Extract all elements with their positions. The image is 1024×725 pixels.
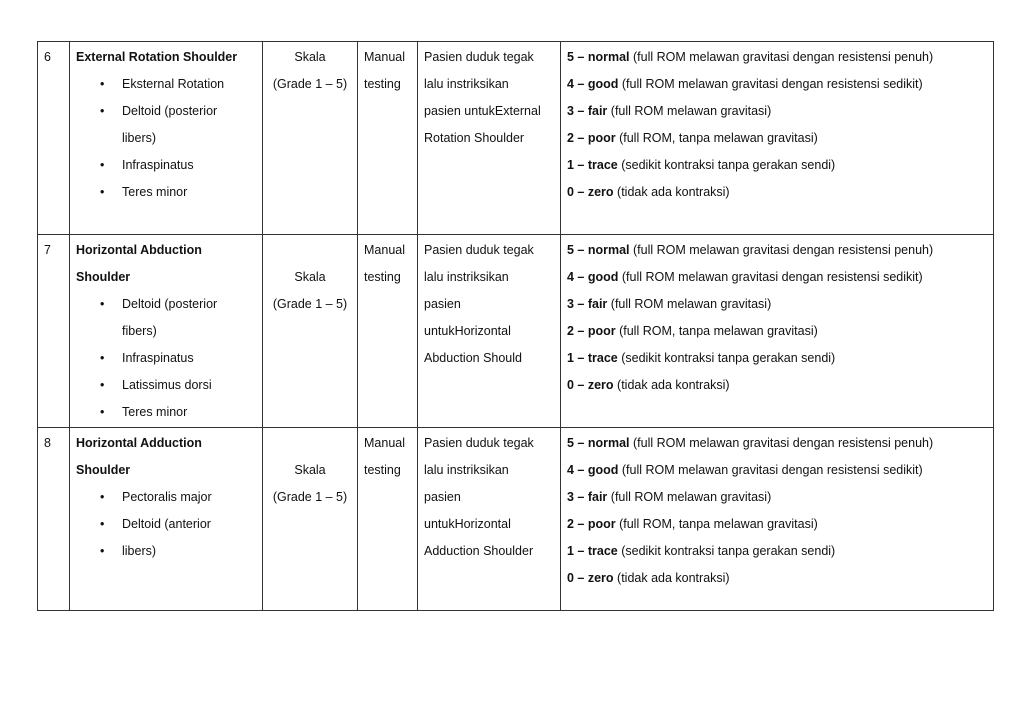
movement-cell bbox=[70, 428, 263, 611]
grade-line: 4 – good (full ROM melawan gravitasi dengan resistensi sedikit) bbox=[567, 77, 923, 91]
grade-line: 3 – fair (full ROM melawan gravitasi) bbox=[567, 490, 772, 504]
muscle-list bbox=[76, 484, 256, 565]
list-item: • Teres minor bbox=[122, 179, 256, 206]
grade-line: 2 – poor (full ROM, tanpa melawan gravitasi) bbox=[567, 131, 818, 145]
method-line: Manual bbox=[364, 436, 405, 450]
list-item: • Deltoid (posterior bbox=[122, 98, 256, 125]
grade-line: 0 – zero (tidak ada kontraksi) bbox=[567, 571, 730, 585]
scale-cell bbox=[263, 428, 358, 611]
movement-title: External Rotation Shoulder bbox=[76, 50, 238, 64]
grade-line: 1 – trace (sedikit kontraksi tanpa gerakan sendi) bbox=[567, 158, 836, 172]
scale-range: (Grade 1 – 5) bbox=[272, 77, 348, 91]
grade-line: 4 – good (full ROM melawan gravitasi dengan resistensi sedikit) bbox=[567, 463, 923, 477]
movement-title: Horizontal Abduction bbox=[76, 243, 202, 257]
method-cell bbox=[358, 42, 418, 235]
scale-cell bbox=[263, 42, 358, 235]
method-line: testing bbox=[364, 463, 401, 477]
list-item-continuation: fibers) bbox=[122, 324, 157, 338]
row-number: 8 bbox=[38, 428, 70, 611]
grade-cell bbox=[561, 235, 994, 428]
procedure-cell bbox=[418, 235, 561, 428]
list-item-continuation: libers) bbox=[122, 131, 157, 145]
method-line: Manual bbox=[364, 50, 405, 64]
grade-cell bbox=[561, 428, 994, 611]
procedure-line: Pasien duduk tegak bbox=[424, 50, 534, 64]
spacer bbox=[269, 237, 351, 264]
list-item: • Latissimus dorsi bbox=[122, 372, 256, 399]
procedure-line: pasien bbox=[424, 297, 461, 311]
method-line: testing bbox=[364, 270, 401, 284]
method-line: testing bbox=[364, 77, 401, 91]
list-item: • Deltoid (anterior bbox=[122, 511, 256, 538]
list-item: • Teres minor bbox=[122, 399, 256, 426]
movement-cell bbox=[70, 235, 263, 428]
list-item: • Infraspinatus bbox=[122, 152, 256, 179]
scale-label: Skala bbox=[294, 50, 326, 64]
procedure-cell bbox=[418, 42, 561, 235]
table-row bbox=[38, 42, 994, 235]
grade-line: 0 – zero (tidak ada kontraksi) bbox=[567, 378, 730, 392]
grade-line: 1 – trace (sedikit kontraksi tanpa gerakan sendi) bbox=[567, 544, 836, 558]
procedure-line: untukHorizontal bbox=[424, 324, 511, 338]
procedure-cell bbox=[418, 428, 561, 611]
grade-line: 5 – normal (full ROM melawan gravitasi dengan resistensi penuh) bbox=[567, 436, 934, 450]
procedure-line: Pasien duduk tegak bbox=[424, 436, 534, 450]
movement-title: Shoulder bbox=[76, 270, 131, 284]
row-number: 6 bbox=[38, 42, 70, 235]
table-row bbox=[38, 428, 994, 611]
spacer bbox=[269, 430, 351, 457]
list-item: • Pectoralis major bbox=[122, 484, 256, 511]
procedure-line: pasien bbox=[424, 490, 461, 504]
list-item: • Eksternal Rotation bbox=[122, 71, 256, 98]
list-item: • Deltoid (posterior bbox=[122, 291, 256, 318]
grade-line: 3 – fair (full ROM melawan gravitasi) bbox=[567, 297, 772, 311]
procedure-line: Rotation Shoulder bbox=[424, 131, 525, 145]
procedure-line: Adduction Shoulder bbox=[424, 544, 534, 558]
procedure-line: lalu instriksikan bbox=[424, 77, 509, 91]
muscle-list bbox=[76, 291, 256, 426]
grade-line: 0 – zero (tidak ada kontraksi) bbox=[567, 185, 730, 199]
grade-line: 2 – poor (full ROM, tanpa melawan gravitasi) bbox=[567, 517, 818, 531]
scale-range: (Grade 1 – 5) bbox=[272, 297, 348, 311]
row-number: 7 bbox=[38, 235, 70, 428]
movement-cell bbox=[70, 42, 263, 235]
grade-line: 5 – normal (full ROM melawan gravitasi dengan resistensi penuh) bbox=[567, 50, 934, 64]
scale-label: Skala bbox=[294, 463, 326, 477]
list-item: • libers) bbox=[122, 538, 256, 565]
grade-line: 1 – trace (sedikit kontraksi tanpa gerakan sendi) bbox=[567, 351, 836, 365]
grade-line: 3 – fair (full ROM melawan gravitasi) bbox=[567, 104, 772, 118]
grade-line: 4 – good (full ROM melawan gravitasi dengan resistensi sedikit) bbox=[567, 270, 923, 284]
method-cell bbox=[358, 428, 418, 611]
procedure-line: pasien untukExternal bbox=[424, 104, 541, 118]
grade-line: 2 – poor (full ROM, tanpa melawan gravitasi) bbox=[567, 324, 818, 338]
procedure-line: lalu instriksikan bbox=[424, 463, 509, 477]
scale-cell bbox=[263, 235, 358, 428]
procedure-line: untukHorizontal bbox=[424, 517, 511, 531]
table-row bbox=[38, 235, 994, 428]
grade-line: 5 – normal (full ROM melawan gravitasi dengan resistensi penuh) bbox=[567, 243, 934, 257]
movement-title: Shoulder bbox=[76, 463, 131, 477]
procedure-line: lalu instriksikan bbox=[424, 270, 509, 284]
muscle-test-table bbox=[37, 41, 994, 611]
scale-range: (Grade 1 – 5) bbox=[272, 490, 348, 504]
procedure-line: Pasien duduk tegak bbox=[424, 243, 534, 257]
method-cell bbox=[358, 235, 418, 428]
scale-label: Skala bbox=[294, 270, 326, 284]
list-item: • Infraspinatus bbox=[122, 345, 256, 372]
movement-title: Horizontal Adduction bbox=[76, 436, 202, 450]
procedure-line: Abduction Should bbox=[424, 351, 522, 365]
method-line: Manual bbox=[364, 243, 405, 257]
grade-cell bbox=[561, 42, 994, 235]
muscle-list bbox=[76, 71, 256, 206]
